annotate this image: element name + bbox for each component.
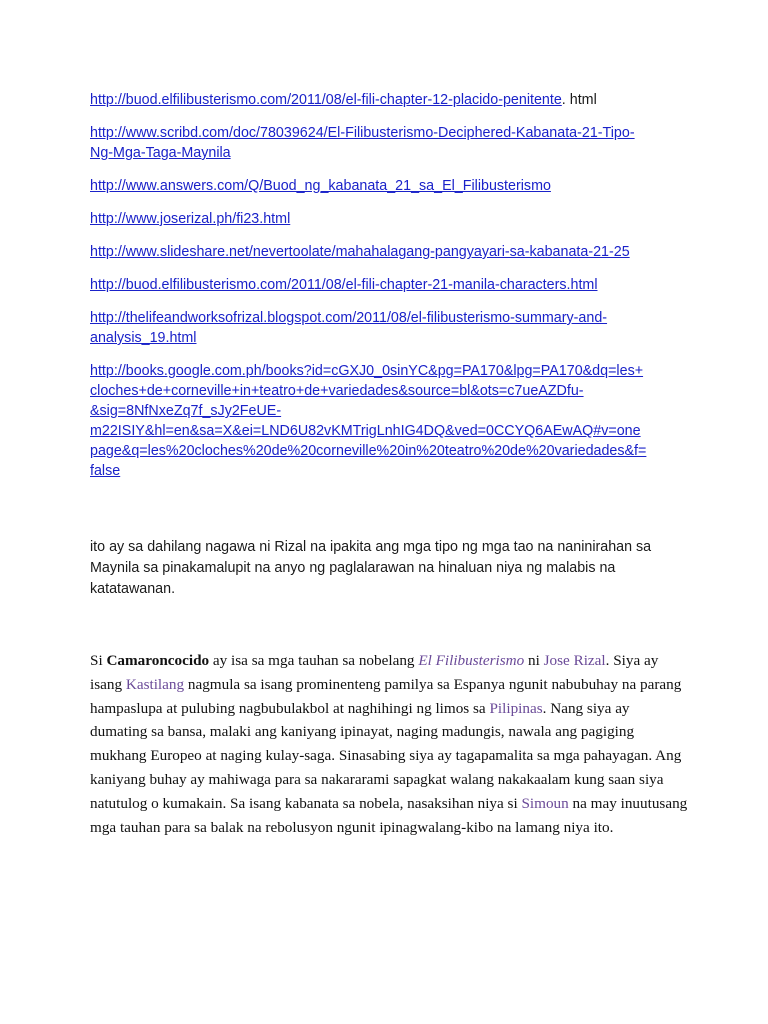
character-name: Camaroncocido (106, 652, 210, 669)
pilipinas-link[interactable]: Pilipinas (489, 699, 543, 717)
reference-link-item (90, 361, 682, 481)
text-segment: na may inuutusang mga tauhan para sa balak na rebolusyon ngunit ipinagwalang-kibo na lamang niya ito. (90, 794, 688, 836)
reference-link-item (90, 90, 682, 110)
reference-link[interactable]: http://www.slideshare.net/nevertoolate/mahahalagang-pangyayari-sa-kabanata-21-25 (90, 244, 630, 260)
reference-link[interactable]: http://thelifeandworksofrizal.blogspot.com/2011/08/el-filibusterismo-summary-and- analysis_19.html (90, 310, 608, 346)
reference-link[interactable]: http://buod.elfilibusterismo.com/2011/08/el-fili-chapter-12-placido-penitente (90, 92, 562, 108)
reference-link-item (90, 209, 682, 229)
author-link[interactable]: Jose Rizal (543, 652, 606, 669)
novel-title-link[interactable]: El Filibusterismo (418, 652, 525, 669)
reference-link-item (90, 308, 682, 348)
reference-link[interactable]: http://www.answers.com/Q/Buod_ng_kabanata_21_sa_El_Filibusterismo (90, 178, 551, 194)
reference-link[interactable]: http://www.scribd.com/doc/78039624/El-Filibusterismo-Deciphered-Kabanata-21-Tipo- Ng-Mga-Taga-Maynila (90, 125, 635, 161)
simoun-link[interactable]: Simoun (521, 794, 569, 812)
reference-links-list (90, 90, 682, 494)
text-segment: . Nang siya ay dumating sa bansa, malaki ang kaniyang ipinayat, naging madungis, nawala ang pagiging mukhang Europeo at naging kulay-saga. Sinasabing siya ay tagapamalita sa mga pahayagan. Ang kaniyang buhay ay mahiwaga para sa nakararami sapagkat walang nakakaalam kung saan siya natutulog o kumakain. Sa isang kabanata sa nobela, nasaksihan niya si (90, 699, 682, 812)
link-suffix-text: . html (561, 92, 597, 108)
text-segment: Si (90, 652, 107, 669)
reference-link[interactable]: http://buod.elfilibusterismo.com/2011/08/el-fili-chapter-21-manila-characters.html (90, 277, 598, 293)
text-segment: nagmula sa isang prominenteng pamilya sa Espanya ngunit nabubuhay na parang hampaslupa at pulubing nagbubulakbol at naghihingi ng limos sa (90, 675, 682, 717)
text-segment: ni (524, 652, 544, 669)
text-segment: ay isa sa mga tauhan sa nobelang (209, 652, 419, 669)
reference-link-item (90, 176, 682, 196)
reference-link-item (90, 242, 682, 262)
text-segment: . Siya ay isang (90, 652, 659, 693)
summary-paragraph: ito ay sa dahilang nagawa ni Rizal na ipakita ang mga tipo ng mga tao na naninirahan sa Maynila sa pinakamalupit na anyo ng paglalarawan na hinaluan niya ng malabis na katatawanan. (90, 539, 652, 597)
character-description-paragraph (90, 649, 690, 839)
reference-link[interactable]: http://www.joserizal.ph/fi23.html (90, 211, 291, 227)
reference-link[interactable]: http://books.google.com.ph/books?id=cGXJ0_0sinYC&pg=PA170&lpg=PA170&dq=les+ cloches+de+corneville+in+teatro+de+variedades&source=bl&ots=c7ueAZDfu- &sig=8NfNxeZq7f_sJy2FeUE- m22ISIY&hl=en&sa=X&ei=LND6U82vKMTrigLnhIG4DQ&ved=0CCYQ6AEwAQ#v=one page&q=les%20cloches%20de%20corneville%20in%20teatro%20de%20variedades&f= false (90, 363, 647, 479)
reference-link-item (90, 123, 682, 163)
kastila-link[interactable]: Kastilang (125, 675, 185, 693)
reference-link-item (90, 275, 682, 295)
